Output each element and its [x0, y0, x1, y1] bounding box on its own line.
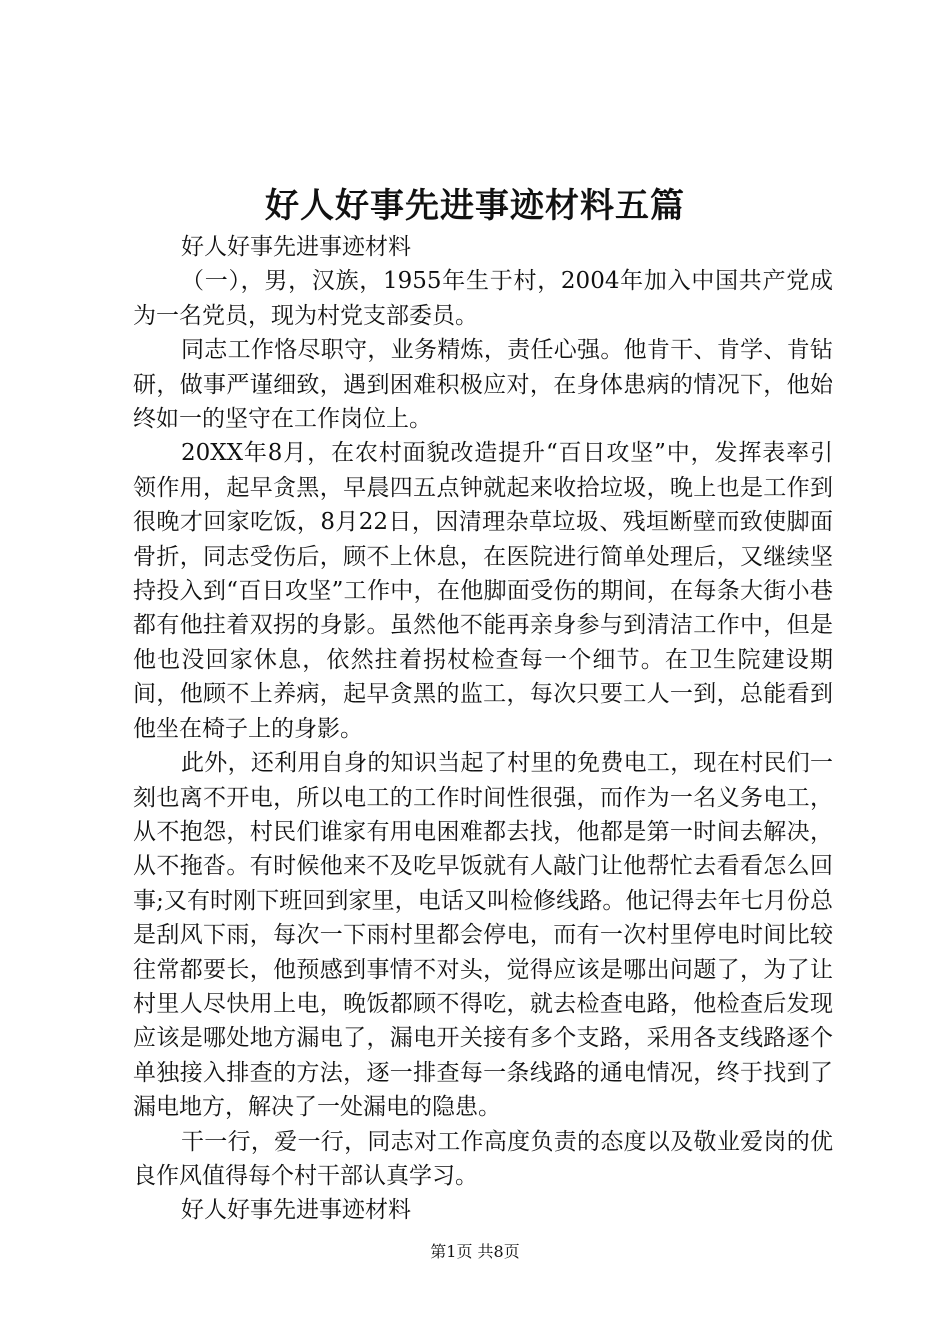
- document-body: [133, 230, 833, 1228]
- paragraph: 干一行，爱一行，同志对工作高度负责的态度以及敬业爱岗的优良作风值得每个村干部认真学习。: [133, 1128, 833, 1189]
- paragraph: 此外，还利用自身的知识当起了村里的免费电工，现在村民们一刻也离不开电，所以电工的工作时间性很强，而作为一名义务电工，从不抱怨，村民们谁家有用电困难都去找，他都是第一时间去解决，从不拖沓。有时候他来不及吃早饭就有人敲门让他帮忙去看看怎么回事;又有时刚下班回到家里，电话又叫检修线路。他记得去年七月份总是刮风下雨，每次一下雨村里都会停电，而有一次村里停电时间比较往常都要长，他预感到事情不对头，觉得应该是哪出问题了，为了让村里人尽快用上电，晚饭都顾不得吃，就去检查电路，他检查后发现应该是哪处地方漏电了，漏电开关接有多个支路，采用各支线路逐个单独接入排查的方法，逐一排查每一条线路的通电情况，终于找到了漏电地方，解决了一处漏电的隐患。: [133, 750, 833, 1121]
- section-heading: 好人好事先进事迹材料: [181, 234, 411, 260]
- page-number-footer: 第1页 共8页: [430, 1242, 520, 1261]
- paragraph: 20XX年8月，在农村面貌改造提升“百日攻坚”中，发挥表率引领作用，起早贪黑，早晨四五点钟就起来收拾垃圾，晚上也是工作到很晚才回家吃饭，8月22日，因清理杂草垃圾、残垣断壁而致使脚面骨折，同志受伤后，顾不上休息，在医院进行简单处理后，又继续坚持投入到“百日攻坚”工作中，在他脚面受伤的期间，在每条大街小巷都有他拄着双拐的身影。虽然他不能再亲身参与到清洁工作中，但是他也没回家休息，依然拄着拐杖检查每一个细节。在卫生院建设期间，他顾不上养病，起早贪黑的监工，每次只要工人一到，总能看到他坐在椅子上的身影。: [133, 440, 833, 742]
- section-heading: 好人好事先进事迹材料: [181, 1197, 411, 1224]
- page-title: 好人好事先进事迹材料五篇: [265, 186, 685, 226]
- paragraph: （一），男，汉族，1955年生于村，2004年加入中国共产党成为一名党员，现为村党支部委员。: [133, 268, 833, 329]
- paragraph: 同志工作恪尽职守，业务精炼，责任心强。他肯干、肯学、肯钻研，做事严谨细致，遇到困难积极应对，在身体患病的情况下，他始终如一的坚守在工作岗位上。: [133, 337, 833, 433]
